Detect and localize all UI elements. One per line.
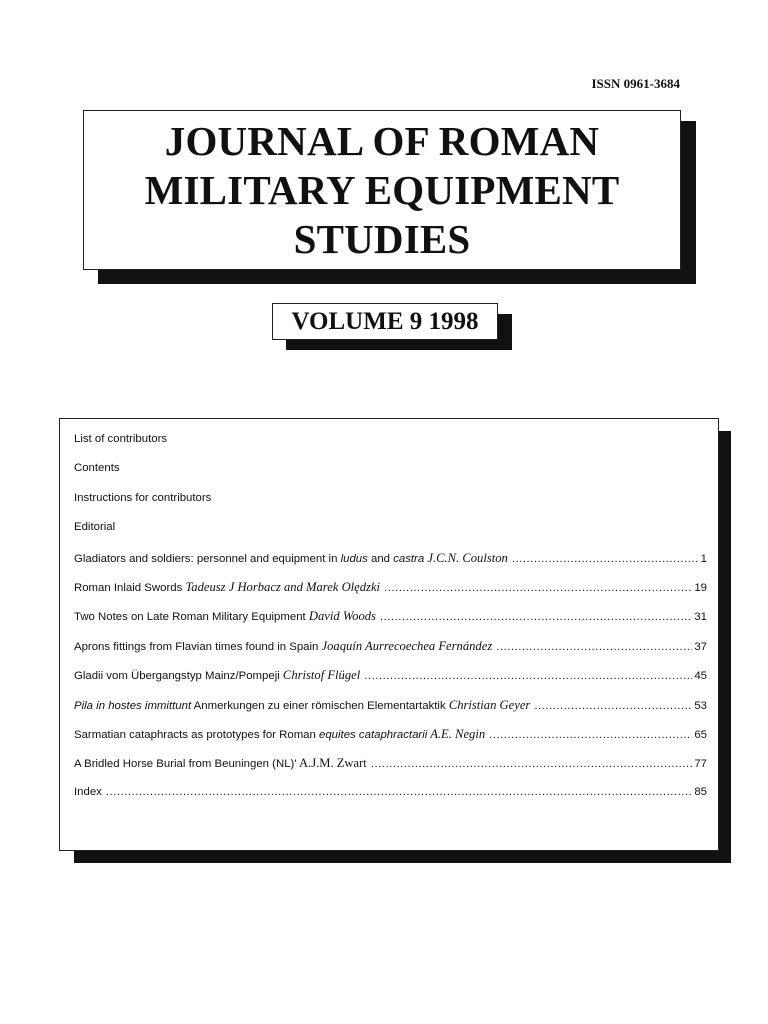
journal-title-line-2: MILITARY EQUIPMENT (144, 166, 620, 213)
front-matter-contents: Contents (74, 462, 120, 475)
front-matter-instructions: Instructions for contributors (74, 491, 212, 504)
page-number: 45 (694, 670, 707, 683)
front-matter-editorial: Editorial (74, 521, 116, 534)
toc-entry-two-notes: Two Notes on Late Roman Military Equipment David Woods ..... 31 (74, 609, 707, 638)
toc-entry-gladii: Gladii vom Übergangstyp Mainz/Pompeji Christof Flügel ..... 45 (74, 668, 707, 697)
toc-entry-bridled-horse: A Bridled Horse Burial from Beuningen (NL)' A.J.M. Zwart ..... 77 (74, 756, 707, 785)
article-author: Christian Geyer (448, 697, 531, 712)
toc-entry-aprons: Aprons fittings from Flavian times found in Spain Joaquín Aurrecoechea Fernández ..... 37 (74, 639, 707, 668)
dot-leader (496, 641, 692, 653)
dot-leader (384, 582, 692, 594)
page-number: 1 (700, 552, 707, 565)
dot-leader (512, 553, 699, 565)
dot-leader (371, 758, 693, 770)
page-number: 65 (694, 728, 707, 741)
article-author: Joaquín Aurrecoechea Fernández (321, 638, 493, 653)
page-number: 85 (694, 785, 707, 798)
toc-entry-gladiators: Gladiators and soldiers: personnel and equipment in ludus and castra J.C.N. Coulston ..... 1 (74, 551, 707, 580)
dot-leader (364, 670, 692, 682)
front-matter-contributors: List of contributors (74, 433, 168, 445)
page-number: 37 (694, 640, 707, 653)
article-author: J.C.N. Coulston (424, 550, 508, 565)
article-author: Tadeusz J Horbacz and Marek Olędzki (185, 579, 381, 594)
dot-leader (489, 729, 692, 741)
volume-label: VOLUME 9 1998 (272, 303, 498, 340)
page-number: 19 (694, 581, 707, 594)
journal-title-box (83, 110, 681, 270)
journal-title-line-3: STUDIES (293, 215, 471, 262)
journal-title-line-1: JOURNAL OF ROMAN (164, 117, 600, 164)
toc-entry-pila: Pila in hostes immittunt Anmerkungen zu einer römischen Elementartaktik Christian Geyer ..... 53 (74, 698, 707, 727)
article-author: A.J.M. Zwart (296, 756, 367, 771)
toc-entry-sarmatian: Sarmatian cataphracts as prototypes for Roman equites cataphractarii A.E. Negin ..... 65 (74, 727, 707, 756)
toc-entry-inlaid-swords: Roman Inlaid Swords Tadeusz J Horbacz and Marek Olędzki ..... 19 (74, 580, 707, 609)
article-author: David Woods (308, 609, 376, 624)
dot-leader (106, 786, 692, 798)
page-number: 53 (694, 699, 707, 712)
article-author: A.E. Negin (427, 726, 486, 741)
table-of-contents (59, 418, 719, 851)
dot-leader (380, 611, 692, 623)
toc-entry-index: Index ..... 85 (74, 786, 707, 815)
page-number: 77 (694, 758, 707, 771)
article-author: Christof Flügel (282, 668, 361, 683)
dot-leader (534, 700, 692, 712)
page-number: 31 (694, 611, 707, 624)
issn-number: ISSN 0961-3684 (591, 76, 680, 91)
